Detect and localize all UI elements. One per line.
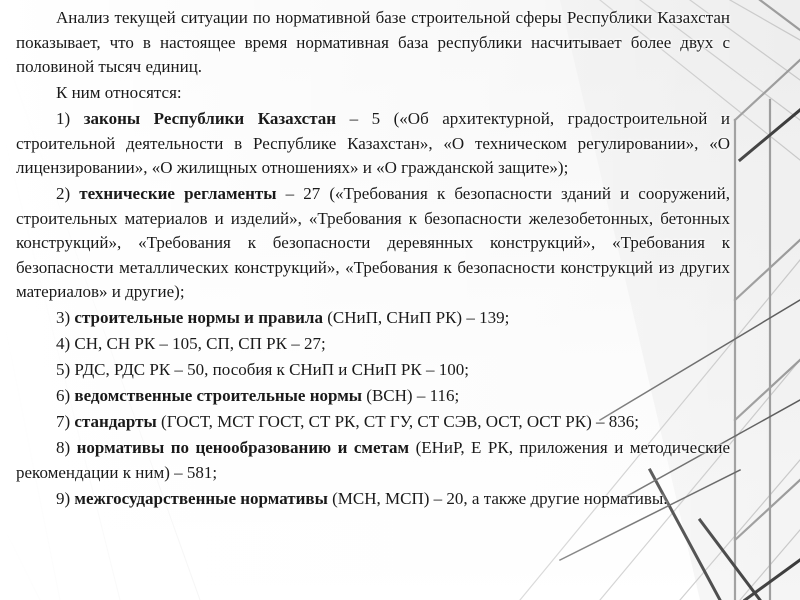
item-number: 2) (56, 184, 80, 203)
list-item (16, 358, 730, 383)
item-term: нормативы по ценообразованию и сметам (76, 438, 410, 457)
item-text: – 5 («Об архитектурной, градостроительной и строительной деятельности в Республике Казахстан», «О техническом регулировании», «О лицензировании», «О жилищных отношениях» и «О гражданской защите»); (16, 109, 730, 177)
item-term: стандарты (74, 412, 157, 431)
item-text: (ЕНиР, Е РК, приложения и методические рекомендации к ним) – 581; (16, 438, 730, 482)
lead-paragraph: К ним относятся: (56, 83, 182, 102)
item-number: 9) (56, 488, 75, 508)
list-item (16, 436, 730, 485)
item-number: 6) (56, 386, 75, 405)
item-term: межгосударственные нормативы (74, 488, 328, 508)
item-term: законы Республики Казахстан (83, 109, 337, 128)
item-text: (МСН, МСП) – 20, а также другие нормативы. (327, 488, 668, 508)
item-term: технические регламенты (79, 184, 277, 203)
item-text: (ГОСТ, МСТ ГОСТ, СТ РК, СТ ГУ, СТ СЭВ, ОСТ, ОСТ РК) – 836; (156, 412, 639, 431)
item-number: 3) (56, 308, 75, 327)
item-term: ведомственные строительные нормы (74, 386, 363, 405)
item-term: строительные нормы и правила (74, 308, 323, 327)
list-item (16, 306, 730, 331)
list-item (16, 384, 730, 409)
item-text: 5) РДС, РДС РК – 50, пособия к СНиП и СНиП РК – 100; (56, 360, 469, 379)
list-item (16, 410, 730, 435)
item-number: 7) (56, 412, 75, 431)
document-body (16, 0, 730, 511)
item-number: 1) (56, 109, 84, 128)
item-text: 4) СН, СН РК – 105, СП, СП РК – 27; (56, 334, 326, 353)
list-item (16, 182, 730, 305)
item-number: 8) (56, 438, 77, 457)
list-item (16, 332, 730, 357)
intro-paragraph: Анализ текущей ситуации по нормативной базе строительной сферы Республики Казахстан показывает, что в настоящее время нормативная база республики насчитывает более двух с половиной тысяч единиц. (16, 8, 730, 76)
item-text: – 27 («Требования к безопасности зданий и сооружений, строительных материалов и изделий», «Требования к безопасности железобетонных, бетонных конструкций», «Требования к безопасности деревянных конструкций», «Требования к безопасности металлических конструкций», «Требования к безопасности конструкций из других материалов» и другие); (16, 184, 730, 301)
item-text: (ВСН) – 116; (362, 386, 460, 405)
list-item (16, 107, 730, 181)
item-text: (СНиП, СНиП РК) – 139; (322, 308, 510, 327)
list-item (16, 487, 730, 512)
